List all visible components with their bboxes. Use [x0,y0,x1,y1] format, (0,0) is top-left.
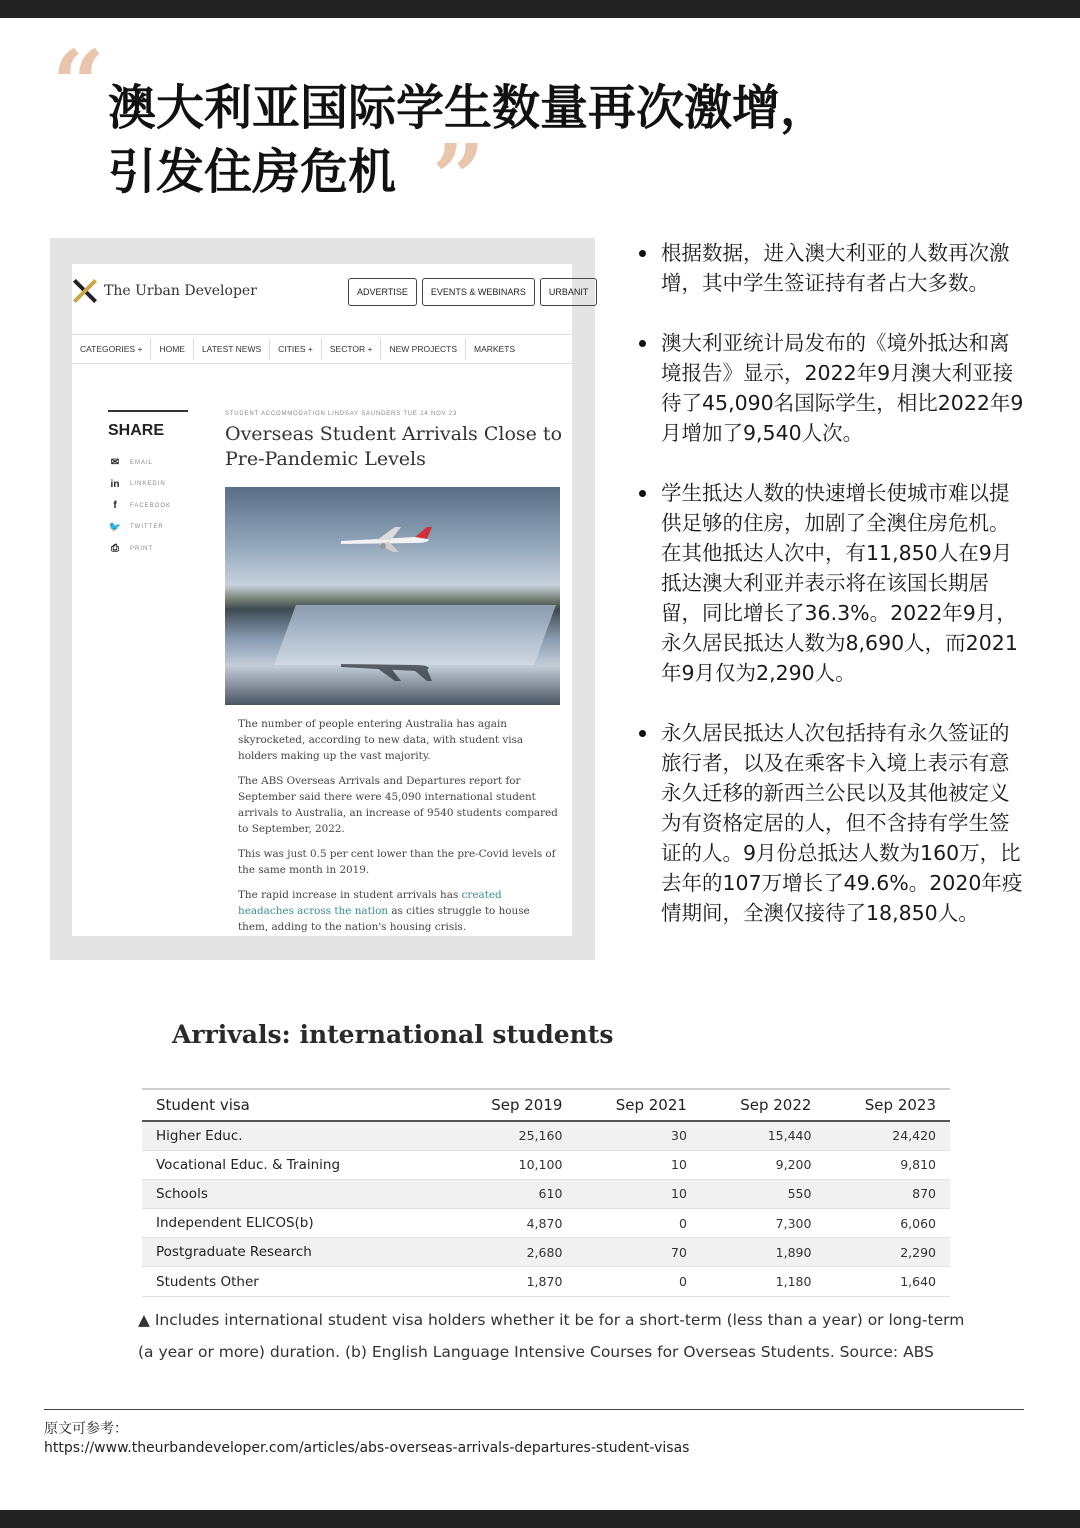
email-icon: ✉ [110,457,120,469]
share-linkedin[interactable] [108,474,188,496]
table-cell: Postgraduate Research [142,1238,452,1267]
table-row [142,1209,950,1238]
table-cell: 7,300 [701,1209,826,1238]
open-quote-mark: “ [52,30,105,138]
headaches-link[interactable]: created headaches across the nation [238,889,502,917]
share-twitter[interactable] [108,517,188,539]
site-logo[interactable] [72,278,257,304]
table-cell: 870 [825,1179,950,1208]
table-cell: 2,290 [825,1238,950,1267]
column-header: Student visa [142,1089,452,1121]
close-quote-mark: ” [432,124,485,232]
bullet-item: 学生抵达人数的快速增长使城市难以提供足够的住房，加剧了全澳住房危机。在其他抵达人次中，有11,850人在9月抵达澳大利亚并表示将在该国长期居留，同比增长了36.3%。2022年9月，永久居民抵达人数为8,690人，而2021年9月仅为2,290人。 [636,478,1026,688]
article-title: Overseas Student Arrivals Close to Pre-Pandemic Levels [225,423,563,470]
table-cell: 610 [452,1179,577,1208]
title-line-1: 澳大利亚国际学生数量再次激增， [108,80,829,136]
article-body [238,716,560,944]
airplane-reflection-icon [337,655,433,683]
table-row [142,1179,950,1208]
share-panel [108,410,188,560]
nav-latest-news[interactable]: LATEST NEWS [194,338,270,360]
table-cell: 2,680 [452,1238,577,1267]
table-cell: 24,420 [825,1121,950,1150]
article-paragraph-4 [238,887,560,935]
paragraph-text: as cities struggle to house them, adding to the nation's housing crisis. [238,905,530,933]
table-cell: 30 [576,1121,701,1150]
nav-home[interactable]: HOME [151,338,194,360]
table-cell: 10 [576,1179,701,1208]
share-email[interactable] [108,452,188,474]
airplane-icon [337,525,433,553]
divider [44,1409,1024,1410]
site-header-buttons [348,278,602,306]
table-row [142,1121,950,1150]
page-title [108,76,988,204]
table-cell: 9,200 [701,1150,826,1179]
table-cell: 6,060 [825,1209,950,1238]
column-header: Sep 2019 [452,1089,577,1121]
table-cell: 9,810 [825,1150,950,1179]
top-bar [0,0,1080,18]
bullet-item: 澳大利亚统计局发布的《境外抵达和离境报告》显示，2022年9月澳大利亚接待了45,090名国际学生，相比2022年9月增加了9,540人次。 [636,328,1026,448]
article-paragraph-3: This was just 0.5 per cent lower than the pre-Covid levels of the same month in 2019. [238,848,556,876]
summary-bullets [636,238,1026,958]
table-cell: 15,440 [701,1121,826,1150]
table-cell: Independent ELICOS(b) [142,1209,452,1238]
site-nav [72,334,572,364]
article-meta: STUDENT ACCOMMODATION LINDSAY SAUNDERS TUE 14 NOV 23 [225,411,458,417]
reference-url[interactable]: https://www.theurbandeveloper.com/articles/abs-overseas-arrivals-departures-student-visas [44,1440,690,1456]
table-row [142,1150,950,1179]
print-icon: ⎙ [111,543,119,555]
table-cell: 25,160 [452,1121,577,1150]
share-print[interactable] [108,538,188,560]
events-webinars-button[interactable]: EVENTS & WEBINARS [422,278,535,306]
facebook-icon: f [113,500,117,512]
table-cell: 0 [576,1209,701,1238]
table-cell: Vocational Educ. & Training [142,1150,452,1179]
table-cell: 70 [576,1238,701,1267]
share-label: EMAIL [130,459,154,466]
article-screenshot [50,238,595,960]
bullet-item: 根据数据，进入澳大利亚的人数再次激增，其中学生签证持有者占大多数。 [636,238,1026,298]
table-cell: Higher Educ. [142,1121,452,1150]
nav-markets[interactable]: MARKETS [473,344,516,354]
column-header: Sep 2021 [576,1089,701,1121]
table-footnote: ▲ Includes international student visa holders whether it be for a short-term (less than a year) or long-term (a year or more) duration. (b) English Language Intensive Courses for Overseas Students. Source: ABS [138,1311,965,1361]
column-header: Sep 2023 [825,1089,950,1121]
nav-cities[interactable]: CITIES + [270,338,322,360]
linkedin-icon: in [110,478,120,490]
reference-label: 原文可参考： [44,1421,128,1437]
table-cell: Students Other [142,1267,452,1296]
title-line-2: 引发住房危机 [108,144,397,200]
share-label: FACEBOOK [130,502,172,509]
table-cell: 1,890 [701,1238,826,1267]
share-label: LINKEDIN [130,481,166,488]
article-paragraph-2: The ABS Overseas Arrivals and Departures report for September said there were 45,090 international student arrivals to Australia, an increase of 9540 students compared to September, 2022. [238,775,558,835]
article-paragraph-1: The number of people entering Australia has again skyrocketed, according to new data, with student visa holders making up the vast majority. [238,718,524,762]
share-title: SHARE [108,422,165,439]
table-cell: 0 [576,1267,701,1296]
table-row [142,1238,950,1267]
table-cell: Schools [142,1179,452,1208]
article-photo [225,487,560,705]
website-page [72,264,589,936]
table-cell: 1,870 [452,1267,577,1296]
table-header-row [142,1089,950,1121]
urbanit-button[interactable]: URBANIT [540,278,598,306]
site-name: The Urban Developer [104,283,257,299]
arrivals-table [142,1088,950,1297]
paragraph-text: The rapid increase in student arrivals has [238,889,462,901]
table-title: Arrivals: international students [172,1020,614,1049]
table-row [142,1267,950,1296]
table-cell: 10 [576,1150,701,1179]
share-label: PRINT [130,545,153,552]
nav-sector[interactable]: SECTOR + [322,338,382,360]
column-header: Sep 2022 [701,1089,826,1121]
nav-categories[interactable]: CATEGORIES + [72,338,151,360]
advertise-button[interactable]: ADVERTISE [348,278,417,306]
table-cell: 1,180 [701,1267,826,1296]
share-facebook[interactable] [108,495,188,517]
bottom-bar [0,1510,1080,1528]
table-cell: 4,870 [452,1209,577,1238]
table-cell: 550 [701,1179,826,1208]
twitter-icon: 🐦 [108,521,122,533]
share-label: TWITTER [130,524,164,531]
bullet-item: 永久居民抵达人次包括持有永久签证的旅行者，以及在乘客卡入境上表示有意永久迁移的新西兰公民以及其他被定义为有资格定居的人，但不含持有学生签证的人。9月份总抵达人数为160万，比去年的107万增长了49.6%。2020年疫情期间，全澳仅接待了18,850人。 [636,718,1026,928]
nav-new-projects[interactable]: NEW PROJECTS [381,338,466,360]
table-cell: 10,100 [452,1150,577,1179]
logo-mark-icon [72,278,98,304]
table-cell: 1,640 [825,1267,950,1296]
